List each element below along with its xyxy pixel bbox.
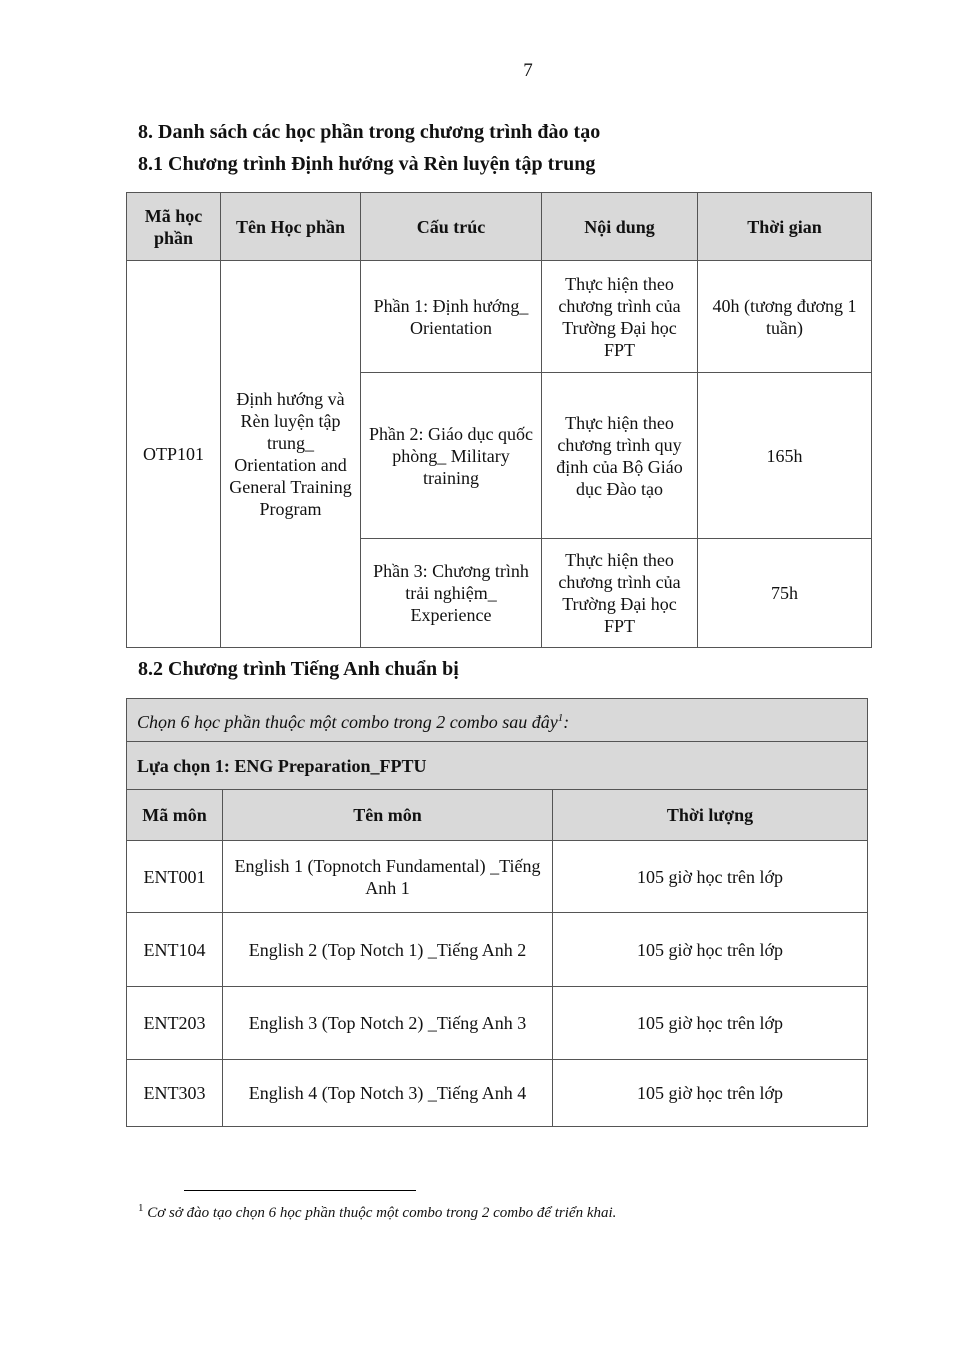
combo-note bbox=[127, 699, 868, 742]
structure-cell: Phần 3: Chương trình trải nghiệm_ Experience bbox=[361, 539, 542, 648]
table-option-row bbox=[127, 742, 868, 790]
table-row bbox=[127, 261, 872, 373]
subject-name-cell: English 3 (Top Notch 2) _Tiếng Anh 3 bbox=[223, 987, 553, 1060]
page-number: 7 bbox=[523, 60, 533, 81]
header-structure: Cấu trúc bbox=[361, 193, 542, 261]
header-course-name: Tên Học phần bbox=[221, 193, 361, 261]
course-code-cell: OTP101 bbox=[127, 261, 221, 648]
header-duration: Thời lượng bbox=[553, 790, 868, 841]
table-header-row bbox=[127, 193, 872, 261]
footnote-number: 1 bbox=[138, 1202, 144, 1214]
option-label: Lựa chọn 1: ENG Preparation_FPTU bbox=[127, 742, 868, 790]
footnote-reference: 1 bbox=[557, 712, 564, 724]
header-content: Nội dung bbox=[542, 193, 698, 261]
footnote-text: Cơ sở đào tạo chọn 6 học phần thuộc một combo trong 2 combo để triển khai. bbox=[147, 1205, 617, 1221]
duration-cell: 105 giờ học trên lớp bbox=[553, 841, 868, 913]
table-row bbox=[127, 987, 868, 1060]
content-cell: Thực hiện theo chương trình của Trường Đại học FPT bbox=[542, 261, 698, 373]
table-header-row bbox=[127, 790, 868, 841]
combo-note-suffix: : bbox=[563, 712, 570, 732]
subject-code-cell: ENT203 bbox=[127, 987, 223, 1060]
subject-name-cell: English 1 (Topnotch Fundamental) _Tiếng Anh 1 bbox=[223, 841, 553, 913]
table-row bbox=[127, 1060, 868, 1127]
subject-name-cell: English 2 (Top Notch 1) _Tiếng Anh 2 bbox=[223, 913, 553, 987]
header-time: Thời gian bbox=[698, 193, 872, 261]
duration-cell: 105 giờ học trên lớp bbox=[553, 987, 868, 1060]
duration-cell: 105 giờ học trên lớp bbox=[553, 1060, 868, 1127]
structure-cell: Phần 2: Giáo dục quốc phòng_ Military training bbox=[361, 373, 542, 539]
table-row bbox=[127, 841, 868, 913]
duration-cell: 105 giờ học trên lớp bbox=[553, 913, 868, 987]
subject-code-cell: ENT001 bbox=[127, 841, 223, 913]
time-cell: 75h bbox=[698, 539, 872, 648]
footnote bbox=[138, 1202, 616, 1222]
time-cell: 165h bbox=[698, 373, 872, 539]
header-course-code: Mã học phần bbox=[127, 193, 221, 261]
header-subject-name: Tên môn bbox=[223, 790, 553, 841]
section-heading-8-1: 8.1 Chương trình Định hướng và Rèn luyện tập trung bbox=[138, 153, 596, 175]
section-heading-8-2: 8.2 Chương trình Tiếng Anh chuẩn bị bbox=[138, 658, 459, 680]
header-subject-code: Mã môn bbox=[127, 790, 223, 841]
subject-code-cell: ENT104 bbox=[127, 913, 223, 987]
course-name-cell: Định hướng và Rèn luyện tập trung_ Orientation and General Training Program bbox=[221, 261, 361, 648]
content-cell: Thực hiện theo chương trình quy định của Bộ Giáo dục Đào tạo bbox=[542, 373, 698, 539]
table-note-row bbox=[127, 699, 868, 742]
footnote-divider bbox=[184, 1190, 416, 1191]
combo-note-text: Chọn 6 học phần thuộc một combo trong 2 combo sau đây bbox=[137, 712, 558, 732]
subject-name-cell: English 4 (Top Notch 3) _Tiếng Anh 4 bbox=[223, 1060, 553, 1127]
orientation-program-table bbox=[126, 192, 872, 648]
table-row bbox=[127, 913, 868, 987]
structure-cell: Phần 1: Định hướng_ Orientation bbox=[361, 261, 542, 373]
section-heading-8: 8. Danh sách các học phần trong chương trình đào tạo bbox=[138, 121, 601, 143]
content-cell: Thực hiện theo chương trình của Trường Đại học FPT bbox=[542, 539, 698, 648]
english-preparation-table bbox=[126, 698, 868, 1127]
subject-code-cell: ENT303 bbox=[127, 1060, 223, 1127]
time-cell: 40h (tương đương 1 tuần) bbox=[698, 261, 872, 373]
